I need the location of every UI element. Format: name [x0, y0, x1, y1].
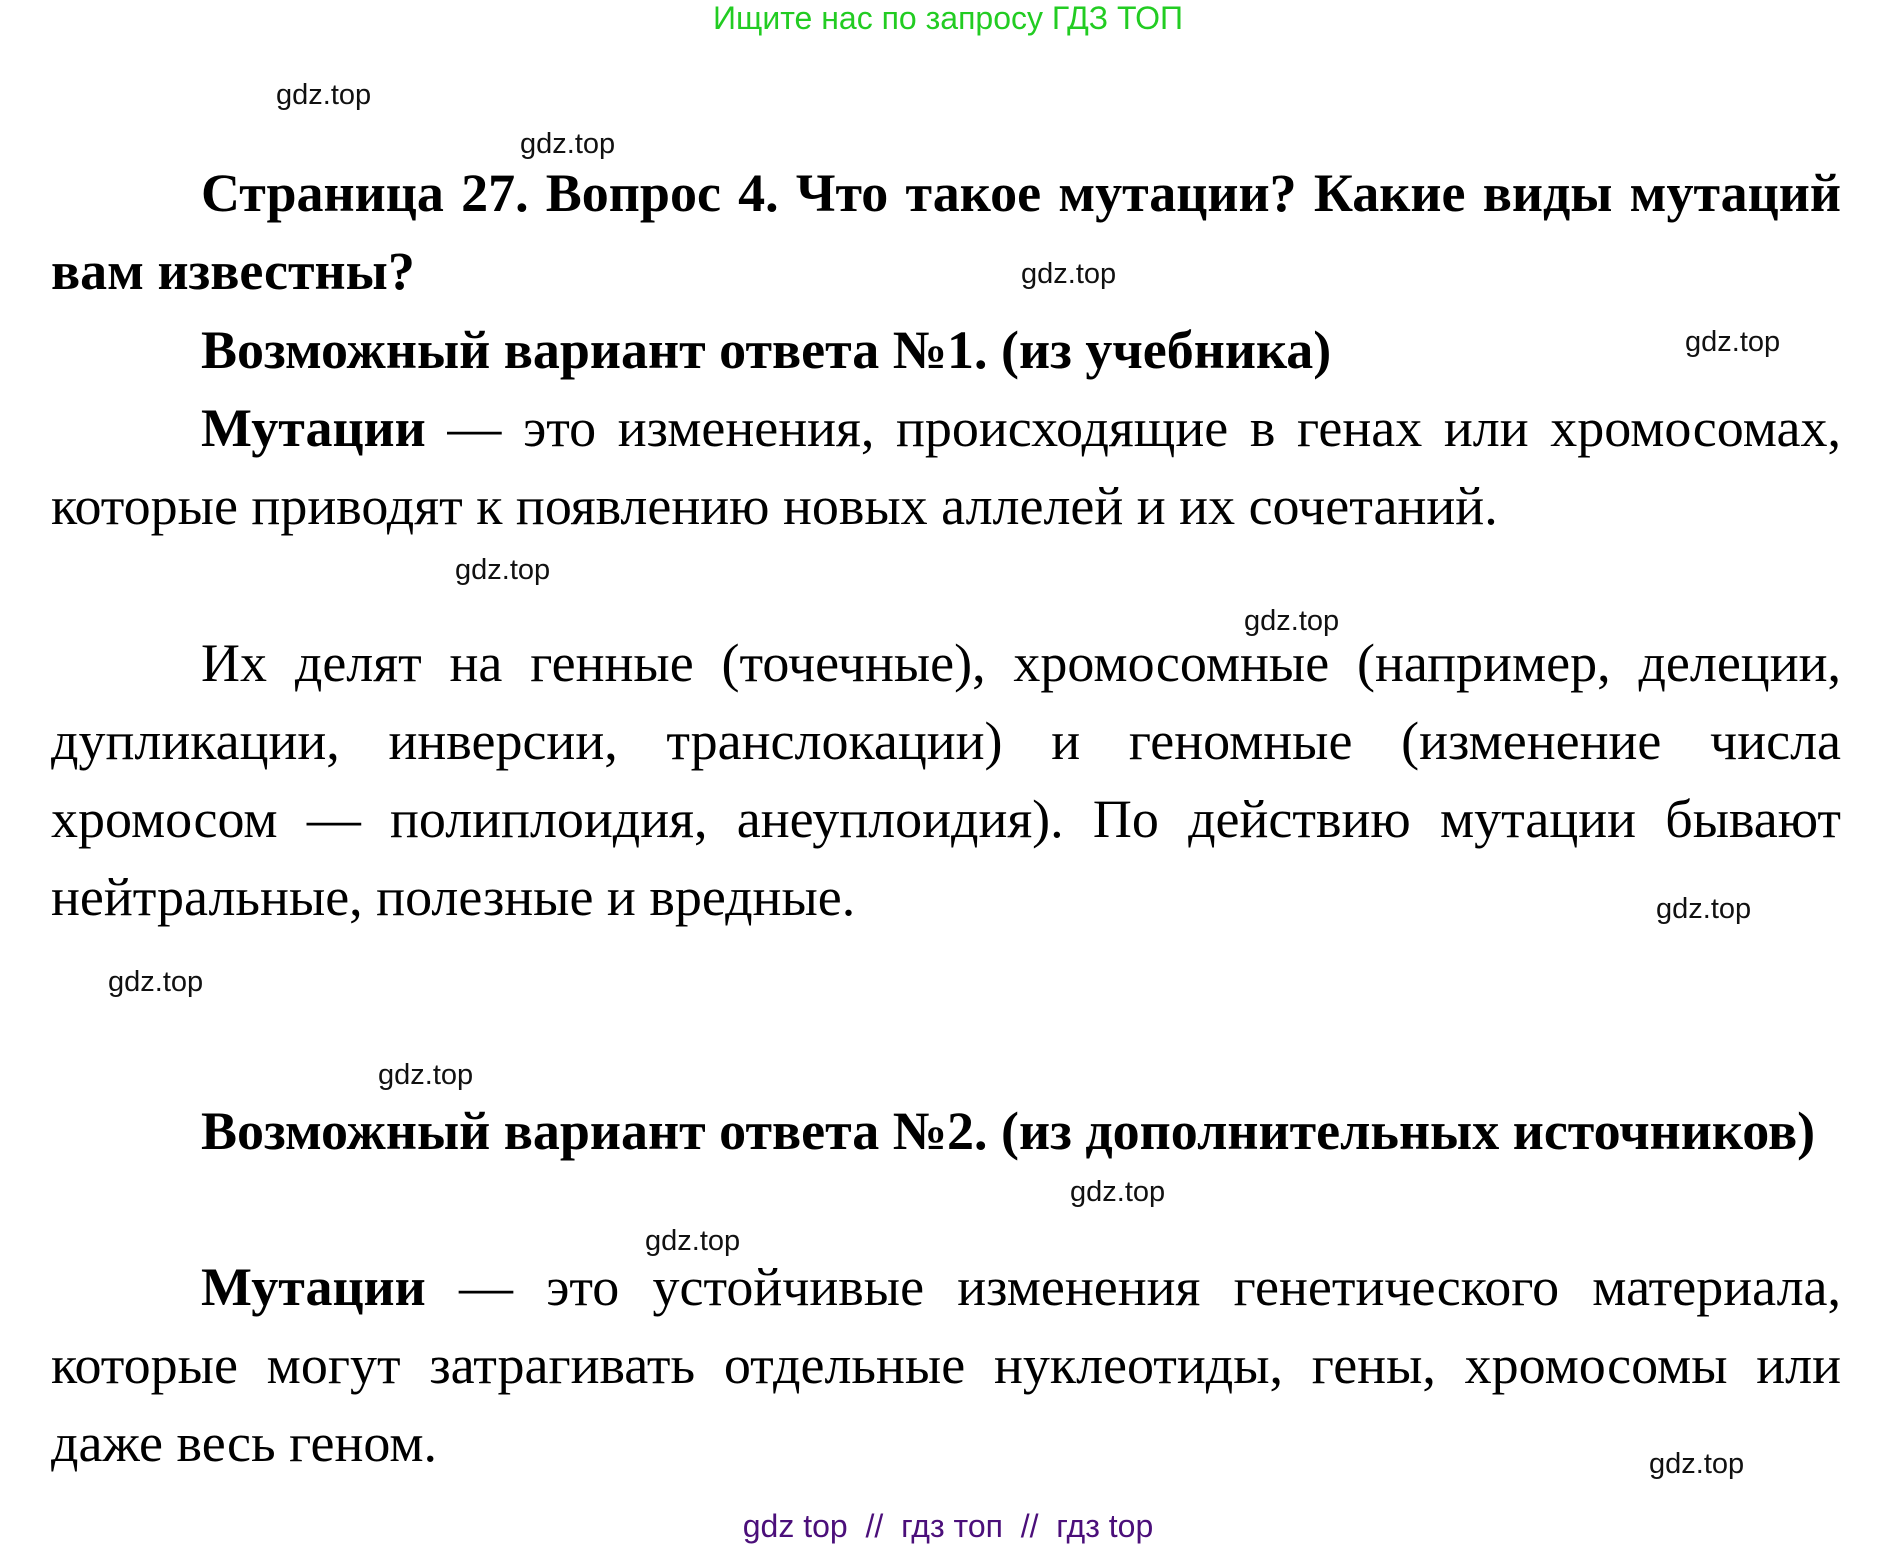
watermark: gdz.top	[520, 128, 616, 160]
answer1-term: Мутации	[201, 398, 426, 458]
watermark: gdz.top	[276, 79, 372, 111]
answer1-heading: Возможный вариант ответа №1. (из учебника)	[201, 320, 1332, 380]
watermark: gdz.top	[1685, 326, 1781, 358]
watermark: gdz.top	[1244, 605, 1340, 637]
question-title: Страница 27. Вопрос 4. Что такое мутации? Какие виды мутаций вам известны?	[51, 163, 1841, 301]
watermark: gdz.top	[1656, 893, 1752, 925]
answer1-definition-text: — это изменения, происходящие в генах или хромосомах, которые приводят к появлению новых аллелей и их сочетаний.	[51, 398, 1841, 536]
answer2-definition-text: — это устойчивые изменения генетического материала, которые могут затрагивать отдельные нуклеотиды, гены, хромосомы или даже весь геном.	[51, 1257, 1841, 1473]
answer1-definition	[51, 389, 1841, 545]
watermark: gdz.top	[108, 966, 204, 998]
watermark: gdz.top	[455, 554, 551, 586]
answer2-term: Мутации	[201, 1257, 426, 1317]
watermark: gdz.top	[1021, 258, 1117, 290]
watermark: gdz.top	[378, 1059, 474, 1091]
answer2-heading: Возможный вариант ответа №2. (из дополнительных источников)	[201, 1101, 1816, 1161]
answer2-definition	[51, 1248, 1841, 1482]
footer-links: gdz top // гдз топ // гдз top	[742, 1508, 1154, 1544]
watermark: gdz.top	[645, 1225, 741, 1257]
answer1-paragraph2: Их делят на генные (точечные), хромосомные (например, делеции, дупликации, инверсии, транслокации) и геномные (изменение числа хромосом — полиплоидия, анеуплоидия). По действию мутации бывают нейтральные, полезные и вредные.	[51, 633, 1841, 927]
search-banner: Ищите нас по запросу ГДЗ ТОП	[713, 0, 1183, 36]
watermark: gdz.top	[1070, 1176, 1166, 1208]
watermark: gdz.top	[1649, 1448, 1745, 1480]
